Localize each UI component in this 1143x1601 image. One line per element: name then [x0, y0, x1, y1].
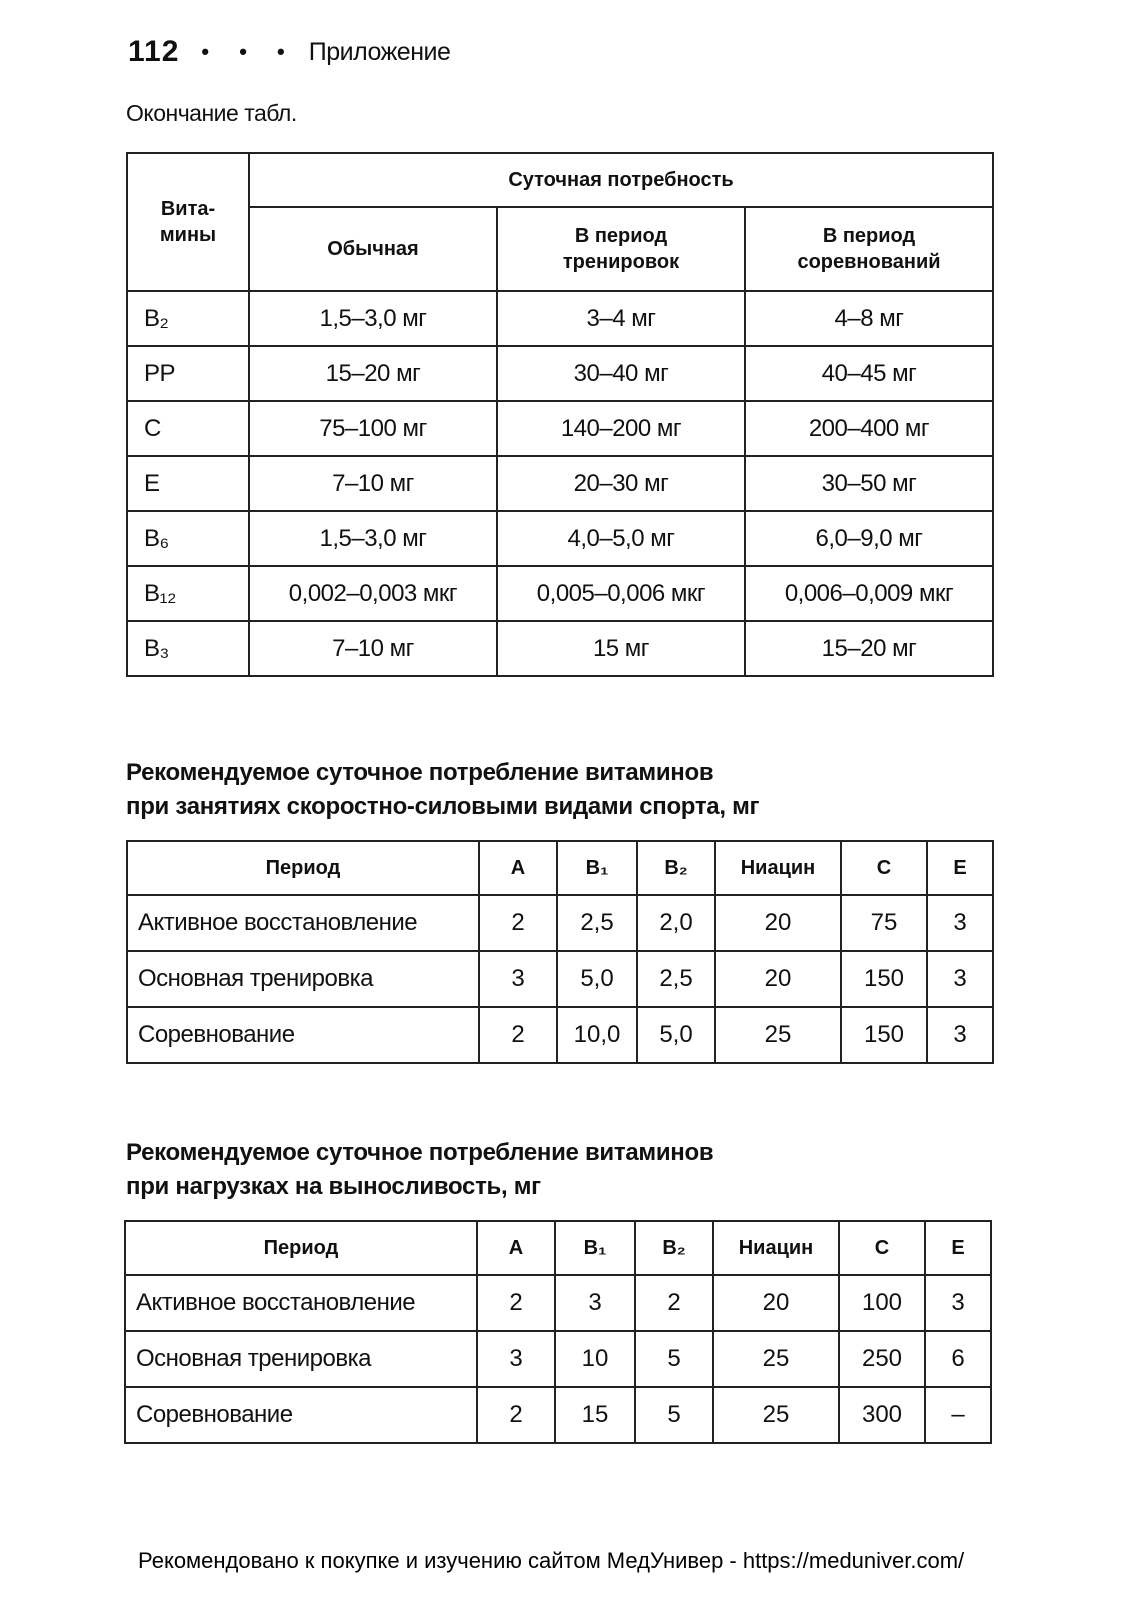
competition-need-value: 200–400 мг: [745, 401, 993, 456]
period-name: Соревнование: [127, 1007, 479, 1063]
training-need-value: 20–30 мг: [497, 456, 745, 511]
period-name: Основная тренировка: [127, 951, 479, 1007]
vitamin-value: 10,0: [557, 1007, 637, 1063]
vitamin-value: 75: [841, 895, 927, 951]
vitamin-name: B₂: [127, 291, 249, 346]
column-header: Ниацин: [713, 1221, 839, 1275]
vitamin-name: B₃: [127, 621, 249, 676]
vitamin-value: 5,0: [637, 1007, 715, 1063]
table-row: [127, 401, 993, 456]
vitamin-name: C: [127, 401, 249, 456]
table3-title: [126, 1136, 713, 1204]
table3-title-line1: Рекомендуемое суточное потребление витаминов: [126, 1139, 714, 1166]
column-header: C: [841, 841, 927, 895]
header-vitamins: Вита- мины: [127, 153, 249, 291]
vitamin-value: 2: [479, 895, 557, 951]
vitamin-value: 2,5: [637, 951, 715, 1007]
header-daily-need: Суточная потребность: [249, 153, 993, 207]
competition-need-value: 30–50 мг: [745, 456, 993, 511]
training-need-value: 30–40 мг: [497, 346, 745, 401]
vitamin-value: 20: [715, 895, 841, 951]
header-competition: В период соревнований: [745, 207, 993, 291]
table-row: [127, 346, 993, 401]
vitamin-value: 2,0: [637, 895, 715, 951]
vitamin-value: 3: [477, 1331, 555, 1387]
table-row: [127, 511, 993, 566]
header-normal: Обычная: [249, 207, 497, 291]
endurance-vitamin-table: [124, 1220, 992, 1444]
competition-need-value: 15–20 мг: [745, 621, 993, 676]
table3-title-line2: при нагрузках на выносливость, мг: [126, 1173, 541, 1200]
period-name: Активное восстановление: [127, 895, 479, 951]
table-row: [127, 621, 993, 676]
page-number: 112: [128, 35, 180, 68]
vitamin-value: 25: [713, 1331, 839, 1387]
training-need-value: 0,005–0,006 мкг: [497, 566, 745, 621]
vitamin-value: 6: [925, 1331, 991, 1387]
training-need-value: 15 мг: [497, 621, 745, 676]
vitamin-value: 2,5: [557, 895, 637, 951]
competition-need-value: 40–45 мг: [745, 346, 993, 401]
vitamin-value: 2: [479, 1007, 557, 1063]
speed-strength-vitamin-table: [126, 840, 994, 1064]
table-row: [125, 1275, 991, 1331]
vitamin-value: 5: [635, 1387, 713, 1443]
competition-need-value: 6,0–9,0 мг: [745, 511, 993, 566]
column-header: E: [927, 841, 993, 895]
vitamin-value: 150: [841, 1007, 927, 1063]
header-training: В период тренировок: [497, 207, 745, 291]
table2-title: [126, 756, 759, 824]
normal-need-value: 0,002–0,003 мкг: [249, 566, 497, 621]
column-header: C: [839, 1221, 925, 1275]
column-header: B₂: [635, 1221, 713, 1275]
table-row: [127, 1007, 993, 1063]
footer-note: Рекомендовано к покупке и изучению сайтом МедУнивер - https://meduniver.com/: [138, 1548, 965, 1573]
table-continuation-label: Окончание табл.: [126, 100, 297, 126]
column-header: B₁: [557, 841, 637, 895]
vitamin-value: 3: [479, 951, 557, 1007]
period-name: Соревнование: [125, 1387, 477, 1443]
training-need-value: 4,0–5,0 мг: [497, 511, 745, 566]
vitamin-value: 2: [477, 1275, 555, 1331]
column-header: A: [477, 1221, 555, 1275]
vitamin-value: 10: [555, 1331, 635, 1387]
normal-need-value: 7–10 мг: [249, 621, 497, 676]
normal-need-value: 15–20 мг: [249, 346, 497, 401]
column-header: B₁: [555, 1221, 635, 1275]
table-row: [127, 291, 993, 346]
training-need-value: 140–200 мг: [497, 401, 745, 456]
normal-need-value: 75–100 мг: [249, 401, 497, 456]
vitamin-value: 2: [477, 1387, 555, 1443]
vitamin-name: PP: [127, 346, 249, 401]
vitamin-value: 3: [927, 951, 993, 1007]
competition-need-value: 4–8 мг: [745, 291, 993, 346]
column-header: Период: [127, 841, 479, 895]
normal-need-value: 1,5–3,0 мг: [249, 511, 497, 566]
vitamin-name: B₆: [127, 511, 249, 566]
table2-title-line1: Рекомендуемое суточное потребление витаминов: [126, 759, 714, 786]
vitamin-value: 3: [927, 895, 993, 951]
vitamin-value: 100: [839, 1275, 925, 1331]
table-row: [127, 895, 993, 951]
vitamin-value: 300: [839, 1387, 925, 1443]
vitamin-value: 25: [713, 1387, 839, 1443]
vitamin-value: –: [925, 1387, 991, 1443]
column-header: A: [479, 841, 557, 895]
vitamin-value: 2: [635, 1275, 713, 1331]
column-header: B₂: [637, 841, 715, 895]
normal-need-value: 7–10 мг: [249, 456, 497, 511]
vitamin-value: 20: [715, 951, 841, 1007]
vitamin-value: 3: [927, 1007, 993, 1063]
vitamin-value: 250: [839, 1331, 925, 1387]
vitamin-value: 25: [715, 1007, 841, 1063]
vitamin-value: 3: [925, 1275, 991, 1331]
vitamin-value: 20: [713, 1275, 839, 1331]
header-dots: • • •: [201, 39, 297, 64]
column-header: E: [925, 1221, 991, 1275]
vitamin-name: B₁₂: [127, 566, 249, 621]
vitamin-value: 5: [635, 1331, 713, 1387]
vitamin-value: 150: [841, 951, 927, 1007]
table-row: [127, 951, 993, 1007]
table-row: [125, 1387, 991, 1443]
vitamin-value: 3: [555, 1275, 635, 1331]
table2-title-line2: при занятиях скоростно-силовыми видами спорта, мг: [126, 793, 760, 820]
training-need-value: 3–4 мг: [497, 291, 745, 346]
table-row: [125, 1331, 991, 1387]
normal-need-value: 1,5–3,0 мг: [249, 291, 497, 346]
table-row: [127, 456, 993, 511]
table-row: [127, 566, 993, 621]
vitamin-value: 5,0: [557, 951, 637, 1007]
competition-need-value: 0,006–0,009 мкг: [745, 566, 993, 621]
vitamin-name: E: [127, 456, 249, 511]
page-header: [128, 32, 450, 72]
vitamin-value: 15: [555, 1387, 635, 1443]
vitamin-daily-need-table: [126, 152, 994, 677]
period-name: Активное восстановление: [125, 1275, 477, 1331]
column-header: Ниацин: [715, 841, 841, 895]
section-title: Приложение: [308, 37, 451, 66]
period-name: Основная тренировка: [125, 1331, 477, 1387]
column-header: Период: [125, 1221, 477, 1275]
